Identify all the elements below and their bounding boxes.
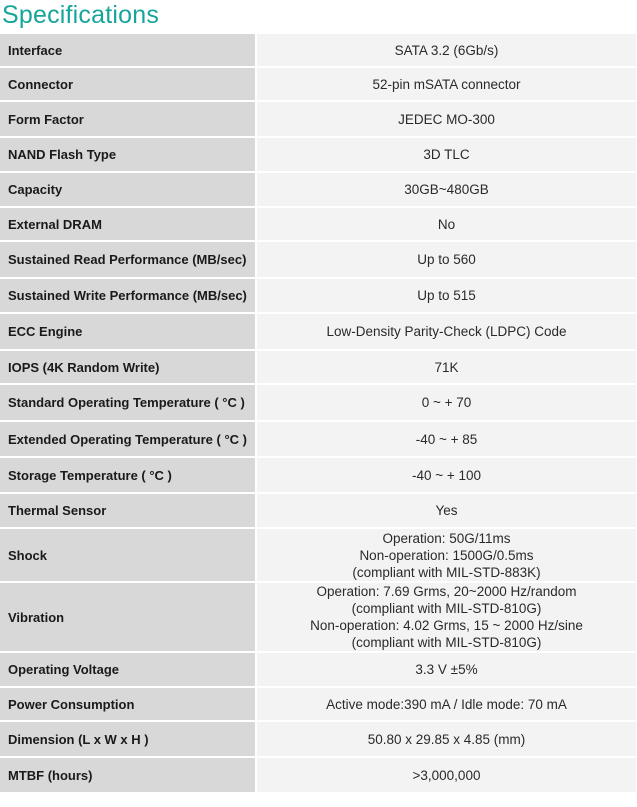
spec-label: Dimension (L x W x H ) — [0, 722, 257, 758]
spec-value — [257, 422, 636, 458]
spec-label: Vibration — [0, 583, 257, 653]
spec-value-line: Up to 515 — [417, 288, 476, 303]
spec-row — [0, 34, 636, 68]
spec-value — [257, 722, 636, 758]
spec-value-line: Non-operation: 4.02 Grms, 15 ~ 2000 Hz/sine — [310, 618, 583, 633]
spec-value-line: 30GB~480GB — [404, 182, 489, 197]
spec-label: MTBF (hours) — [0, 758, 257, 794]
spec-value — [257, 653, 636, 688]
spec-value-line: (compliant with MIL-STD-810G) — [351, 601, 542, 616]
spec-value — [257, 351, 636, 385]
spec-row — [0, 458, 636, 494]
spec-value — [257, 529, 636, 583]
spec-label: Operating Voltage — [0, 653, 257, 688]
spec-row — [0, 529, 636, 583]
spec-value — [257, 34, 636, 68]
spec-label: Power Consumption — [0, 688, 257, 722]
spec-label: Shock — [0, 529, 257, 583]
spec-row — [0, 279, 636, 314]
spec-row — [0, 173, 636, 208]
spec-row — [0, 583, 636, 653]
spec-value-line: Yes — [435, 503, 458, 518]
spec-row — [0, 68, 636, 102]
spec-label: Interface — [0, 34, 257, 68]
spec-row — [0, 314, 636, 351]
spec-value-line: 3.3 V ±5% — [415, 662, 478, 677]
spec-value-line: No — [437, 216, 456, 232]
spec-value-line: Non-operation: 1500G/0.5ms — [359, 547, 534, 563]
spec-label: Extended Operating Temperature ( °C ) — [0, 422, 257, 458]
spec-label: Standard Operating Temperature ( °C ) — [0, 385, 257, 422]
spec-value — [257, 314, 636, 351]
spec-value-line: 71K — [434, 359, 459, 375]
spec-label: Thermal Sensor — [0, 494, 257, 529]
spec-row — [0, 494, 636, 529]
spec-value-line: -40 ~ + 85 — [415, 431, 478, 447]
spec-value-line: 3D TLC — [423, 147, 470, 162]
page-title: Specifications — [2, 1, 160, 29]
spec-value-line: (compliant with MIL-STD-883K) — [352, 564, 541, 580]
spec-label: Form Factor — [0, 102, 257, 138]
spec-label: Sustained Read Performance (MB/sec) — [0, 242, 257, 279]
spec-row — [0, 351, 636, 385]
spec-value — [257, 458, 636, 494]
spec-value — [257, 758, 636, 794]
spec-value-line: 52-pin mSATA connector — [372, 76, 521, 92]
spec-value — [257, 208, 636, 242]
spec-label: External DRAM — [0, 208, 257, 242]
spec-row — [0, 722, 636, 758]
spec-value-line: -40 ~ + 100 — [411, 467, 482, 483]
spec-row — [0, 688, 636, 722]
spec-label: Storage Temperature ( °C ) — [0, 458, 257, 494]
spec-value-line: Active mode:390 mA / Idle mode: 70 mA — [326, 696, 567, 712]
spec-row — [0, 102, 636, 138]
spec-row — [0, 422, 636, 458]
spec-value-line: Low-Density Parity-Check (LDPC) Code — [326, 324, 567, 339]
spec-value — [257, 68, 636, 102]
spec-label: Sustained Write Performance (MB/sec) — [0, 279, 257, 314]
spec-row — [0, 138, 636, 173]
spec-label: NAND Flash Type — [0, 138, 257, 173]
spec-value-line: Operation: 7.69 Grms, 20~2000 Hz/random — [316, 584, 577, 599]
spec-value — [257, 494, 636, 529]
spec-value — [257, 688, 636, 722]
spec-value-line: 0 ~ + 70 — [421, 395, 472, 410]
spec-value — [257, 173, 636, 208]
spec-value-line: Operation: 50G/11ms — [382, 530, 511, 546]
spec-value — [257, 102, 636, 138]
spec-label: Capacity — [0, 173, 257, 208]
spec-value — [257, 583, 636, 653]
spec-label: Connector — [0, 68, 257, 102]
spec-value — [257, 138, 636, 173]
spec-row — [0, 208, 636, 242]
spec-row — [0, 385, 636, 422]
spec-value-line: >3,000,000 — [412, 767, 481, 783]
spec-label: ECC Engine — [0, 314, 257, 351]
spec-value-line: Up to 560 — [417, 252, 476, 267]
spec-row — [0, 242, 636, 279]
spec-value — [257, 385, 636, 422]
spec-value-line: JEDEC MO-300 — [398, 111, 495, 127]
spec-row — [0, 653, 636, 688]
spec-value — [257, 242, 636, 279]
spec-value-line: SATA 3.2 (6Gb/s) — [394, 42, 499, 58]
specifications-table — [0, 34, 636, 794]
spec-value-line: (compliant with MIL-STD-810G) — [351, 635, 542, 650]
spec-value-line: 50.80 x 29.85 x 4.85 (mm) — [367, 731, 526, 747]
spec-label: IOPS (4K Random Write) — [0, 351, 257, 385]
spec-row — [0, 758, 636, 794]
spec-value — [257, 279, 636, 314]
